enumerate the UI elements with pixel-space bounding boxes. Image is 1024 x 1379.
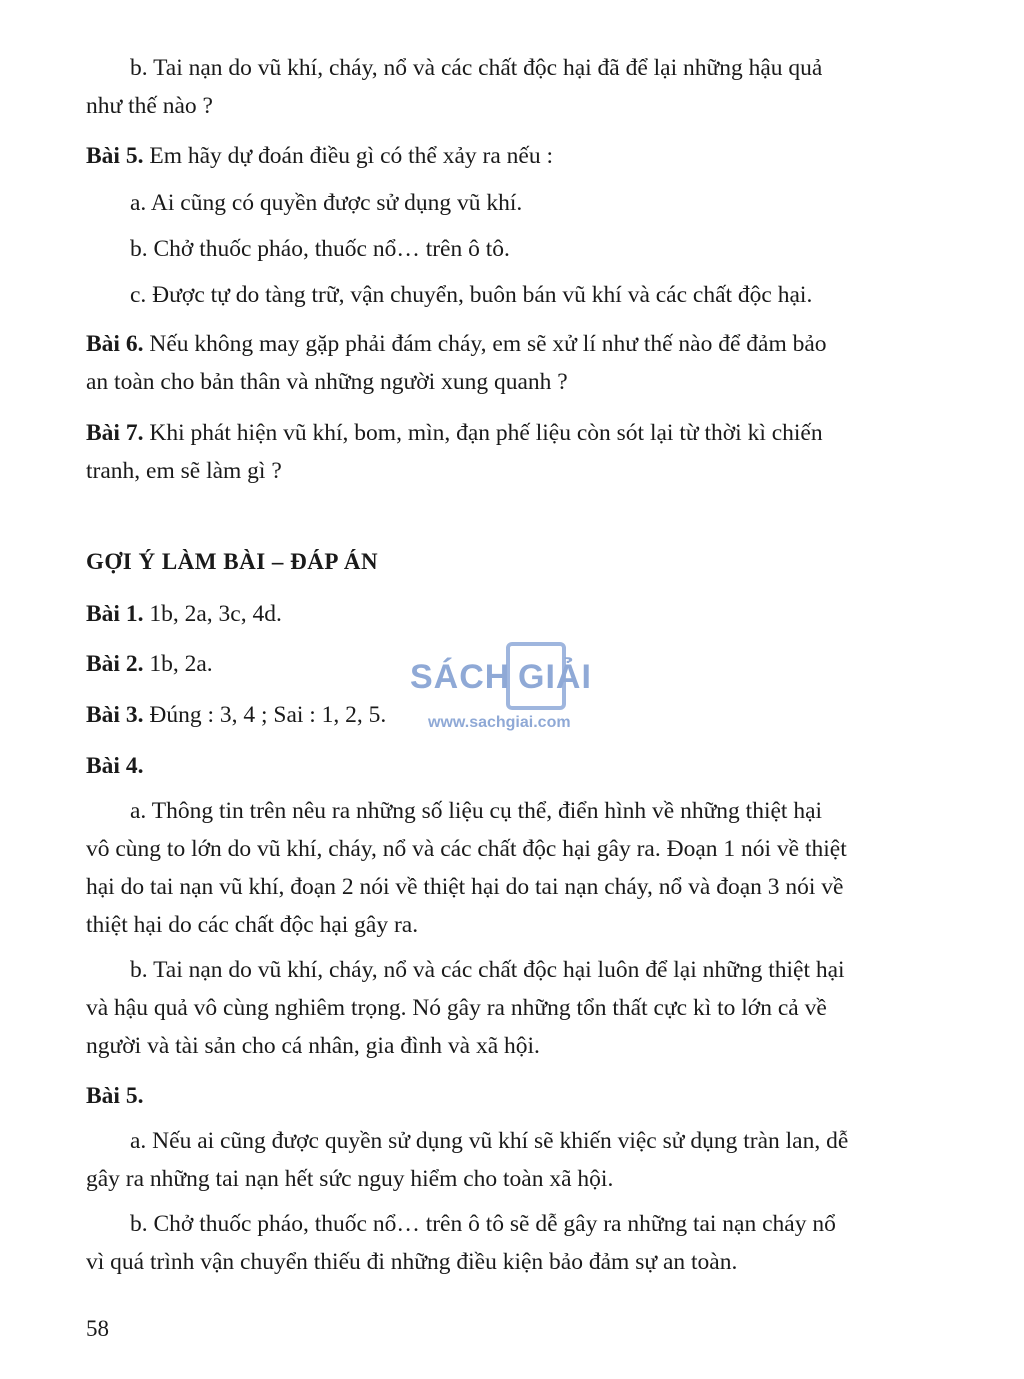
a1-line — [86, 599, 282, 629]
a1-label: Bài 1. — [86, 601, 144, 627]
q6-line-1 — [86, 329, 827, 359]
sachgiai-watermark — [410, 640, 620, 736]
a2-text: 1b, 2a. — [149, 651, 213, 677]
a4b-line-2: và hậu quả vô cùng nghiêm trọng. Nó gây ra những tổn thất cực kì to lớn cả về — [86, 995, 827, 1021]
q7-line-2: tranh, em sẽ làm gì ? — [86, 458, 282, 484]
a5a-line-1: a. Nếu ai cũng được quyền sử dụng vũ khí sẽ khiến việc sử dụng tràn lan, dễ — [130, 1128, 849, 1154]
watermark-url: www.sachgiai.com — [428, 714, 571, 731]
a4a-line-2: vô cùng to lớn do vũ khí, cháy, nổ và các chất độc hại gây ra. Đoạn 1 nói về thiệt — [86, 836, 847, 862]
a4-line — [86, 751, 143, 781]
q5c-line: c. Được tự do tàng trữ, vận chuyển, buôn bán vũ khí và các chất độc hại. — [130, 282, 813, 308]
a5b-line-2: vì quá trình vận chuyển thiếu đi những điều kiện bảo đảm sự an toàn. — [86, 1249, 738, 1275]
answers-heading: GỢI Ý LÀM BÀI – ĐÁP ÁN — [86, 549, 379, 574]
q6-line-2: an toàn cho bản thân và những người xung quanh ? — [86, 369, 568, 395]
a3-text: Đúng : 3, 4 ; Sai : 1, 2, 5. — [149, 702, 387, 728]
a5-label: Bài 5. — [86, 1083, 144, 1109]
a5-line — [86, 1081, 143, 1111]
a4b-line-3: người và tài sản cho cá nhân, gia đình và xã hội. — [86, 1033, 540, 1059]
page-number: 58 — [86, 1316, 109, 1341]
a5a-line-2: gây ra những tai nạn hết sức nguy hiểm cho toàn xã hội. — [86, 1166, 614, 1192]
watermark-brand-left: SÁCH — [410, 658, 511, 696]
a4a-line-4: thiệt hại do các chất độc hại gây ra. — [86, 912, 419, 938]
q5-label: Bài 5. — [86, 143, 144, 169]
q4b-line-1: b. Tai nạn do vũ khí, cháy, nổ và các chất độc hại đã để lại những hậu quả — [130, 55, 823, 81]
a5b-line-1: b. Chở thuốc pháo, thuốc nổ… trên ô tô sẽ dễ gây ra những tai nạn cháy nổ — [130, 1211, 836, 1237]
q7-line-1 — [86, 418, 823, 448]
a2-label: Bài 2. — [86, 651, 144, 677]
q7-label: Bài 7. — [86, 420, 144, 446]
a2-line — [86, 649, 213, 679]
a1-text: 1b, 2a, 3c, 4d. — [149, 601, 282, 627]
a4a-line-1: a. Thông tin trên nêu ra những số liệu cụ thể, điển hình về những thiệt hại — [130, 798, 823, 824]
q5-text: Em hãy dự đoán điều gì có thể xảy ra nếu : — [149, 143, 553, 169]
q5-line — [86, 141, 553, 171]
q7-text: Khi phát hiện vũ khí, bom, mìn, đạn phế liệu còn sót lại từ thời kì chiến — [149, 420, 823, 446]
a3-label: Bài 3. — [86, 702, 144, 728]
a4-label: Bài 4. — [86, 753, 144, 779]
q6-text: Nếu không may gặp phải đám cháy, em sẽ xử lí như thế nào để đảm bảo — [149, 331, 827, 357]
watermark-brand-right: GIẢI — [518, 658, 592, 696]
q4b-line-2: như thế nào ? — [86, 93, 213, 119]
q5b-line: b. Chở thuốc pháo, thuốc nổ… trên ô tô. — [130, 236, 510, 262]
a3-line — [86, 700, 386, 730]
a4b-line-1: b. Tai nạn do vũ khí, cháy, nổ và các chất độc hại luôn để lại những thiệt hại — [130, 957, 845, 983]
q6-label: Bài 6. — [86, 331, 144, 357]
q5a-line: a. Ai cũng có quyền được sử dụng vũ khí. — [130, 190, 523, 216]
a4a-line-3: hại do tai nạn vũ khí, đoạn 2 nói về thiệt hại do tai nạn cháy, nổ và đoạn 3 nói về — [86, 874, 844, 900]
